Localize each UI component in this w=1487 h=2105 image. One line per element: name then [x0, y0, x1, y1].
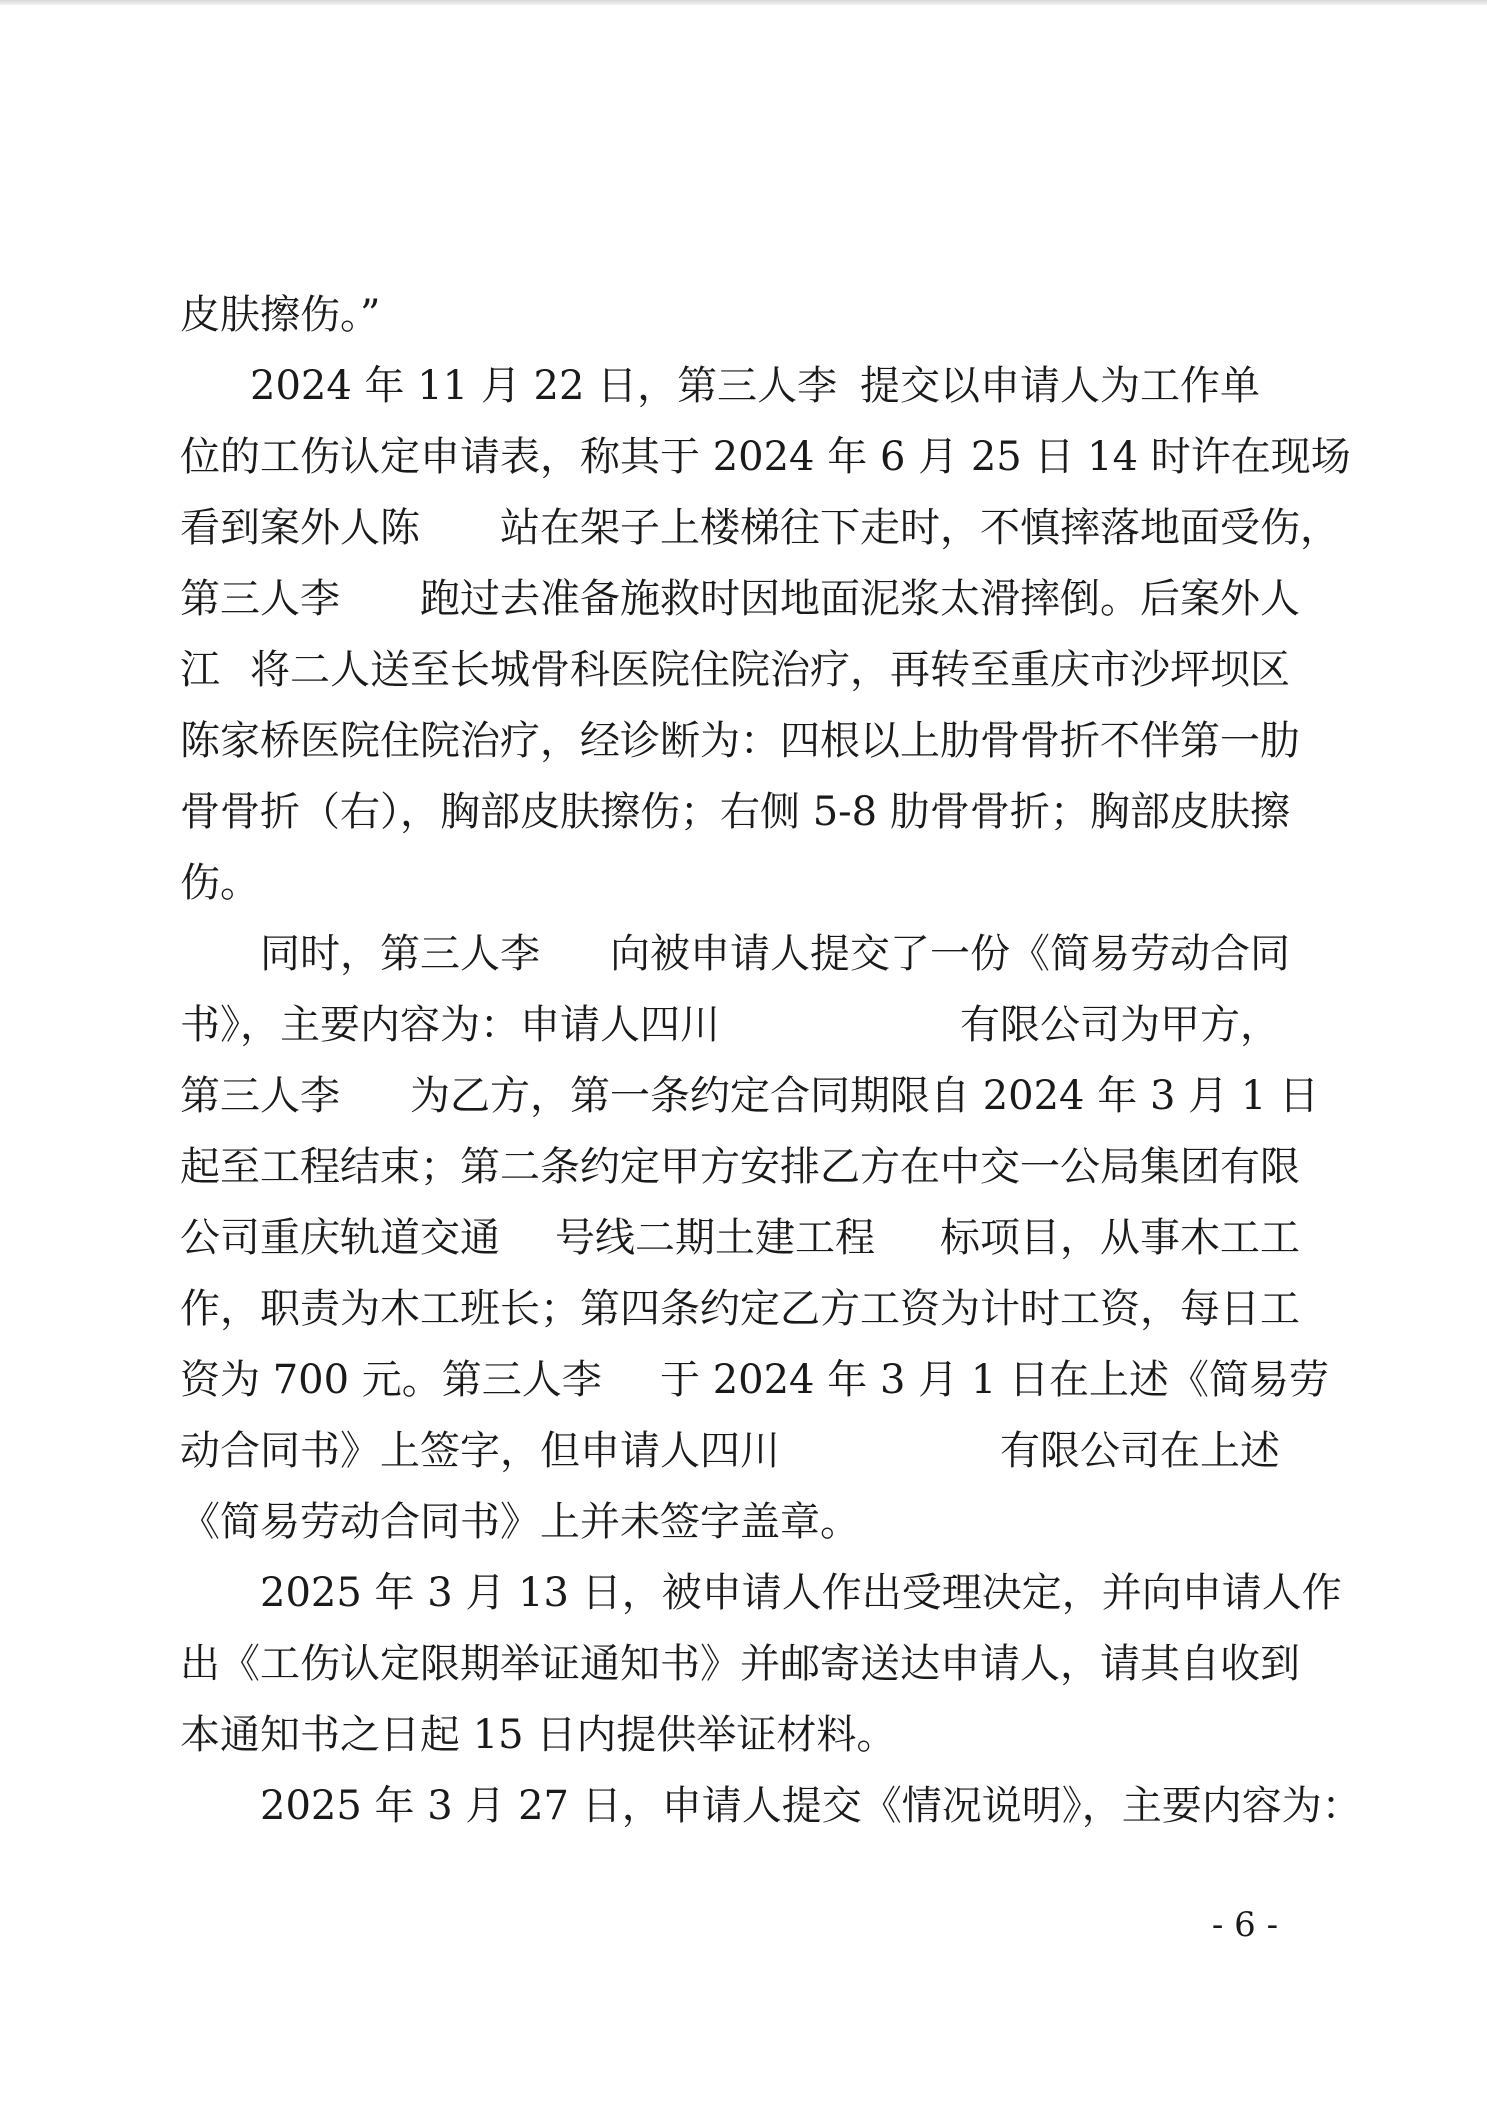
text-line-2 — [180, 351, 1280, 422]
page-number: - 6 - — [1211, 1905, 1279, 1945]
text-segment: 标项目，从事木工工 — [940, 1215, 1300, 1261]
text-line-16 — [180, 1345, 1329, 1416]
text-segment: 将二人送至长城骨科医院住院治疗，再转至重庆市沙坪坝区 — [250, 647, 1290, 693]
text-segment: 骨骨折（右），胸部皮肤擦伤；右侧 5-8 肋骨骨折；胸部皮肤擦 — [180, 789, 1290, 835]
text-line-3 — [180, 422, 1351, 493]
text-segment: 跑过去准备施救时因地面泥浆太滑摔倒。后案外人 — [420, 576, 1300, 622]
text-line-21 — [180, 1700, 1280, 1771]
text-line-4 — [180, 493, 1340, 564]
text-line-11 — [180, 990, 1280, 1061]
text-segment: 出《工伤认定限期举证通知书》并邮寄送达申请人，请其自收到 — [180, 1641, 1300, 1687]
text-segment: 第三人李 — [180, 576, 340, 622]
text-segment: 皮肤擦伤。” — [180, 292, 381, 338]
text-segment: 动合同书》上签字，但申请人四川 — [180, 1428, 780, 1474]
text-segment: 江 — [180, 647, 220, 693]
text-segment: 作，职责为木工班长；第四条约定乙方工资为计时工资，每日工 — [180, 1286, 1300, 1332]
text-segment: 于 2024 年 3 月 1 日在上述《简易劳 — [660, 1357, 1329, 1403]
text-line-15 — [180, 1274, 1300, 1345]
text-line-9 — [180, 848, 1280, 919]
text-line-10 — [180, 919, 1290, 990]
text-segment: 第三人李 — [180, 1073, 340, 1119]
text-segment: 向被申请人提交了一份《简易劳动合同 — [610, 931, 1290, 977]
text-segment: 提交以申请人为工作单 — [860, 363, 1260, 409]
text-line-7 — [180, 706, 1300, 777]
text-segment: 有限公司在上述 — [1000, 1428, 1280, 1474]
top-border — [0, 0, 1487, 5]
text-segment: 公司重庆轨道交通 — [180, 1215, 500, 1261]
text-line-17 — [180, 1416, 1280, 1487]
text-line-18 — [180, 1487, 1280, 1558]
text-line-22 — [180, 1771, 1362, 1842]
text-segment: 资为 700 元。第三人李 — [180, 1357, 602, 1403]
text-line-5 — [180, 564, 1300, 635]
text-segment: 2025 年 3 月 13 日，被申请人作出受理决定，并向申请人作 — [260, 1570, 1342, 1616]
text-line-1 — [180, 280, 1280, 351]
text-segment: 位的工伤认定申请表，称其于 2024 年 6 月 25 日 14 时许在现场 — [180, 434, 1351, 480]
text-line-14 — [180, 1203, 1300, 1274]
text-line-12 — [180, 1061, 1319, 1132]
document-body — [180, 280, 1362, 1842]
text-segment: 起至工程结束；第二条约定甲方安排乙方在中交一公局集团有限 — [180, 1144, 1300, 1190]
text-segment: 书》，主要内容为：申请人四川 — [180, 1002, 720, 1048]
text-segment: 2025 年 3 月 27 日，申请人提交《情况说明》，主要内容为： — [260, 1783, 1362, 1829]
text-segment: 有限公司为甲方， — [960, 1002, 1280, 1048]
text-segment: 同时，第三人李 — [260, 931, 540, 977]
text-segment: 《简易劳动合同书》上并未签字盖章。 — [180, 1499, 860, 1545]
text-segment: 2024 年 11 月 22 日，第三人李 — [250, 363, 838, 409]
text-line-19 — [180, 1558, 1342, 1629]
text-line-20 — [180, 1629, 1300, 1700]
text-segment: 伤。 — [180, 860, 260, 906]
text-line-13 — [180, 1132, 1300, 1203]
text-segment: 为乙方，第一条约定合同期限自 2024 年 3 月 1 日 — [410, 1073, 1319, 1119]
text-segment: 看到案外人陈 — [180, 505, 420, 551]
text-segment: 本通知书之日起 15 日内提供举证材料。 — [180, 1712, 897, 1758]
text-segment: 陈家桥医院住院治疗，经诊断为：四根以上肋骨骨折不伴第一肋 — [180, 718, 1300, 764]
text-line-8 — [180, 777, 1290, 848]
text-segment: 号线二期土建工程 — [555, 1215, 875, 1261]
text-line-6 — [180, 635, 1290, 706]
text-segment: 站在架子上楼梯往下走时，不慎摔落地面受伤， — [500, 505, 1340, 551]
